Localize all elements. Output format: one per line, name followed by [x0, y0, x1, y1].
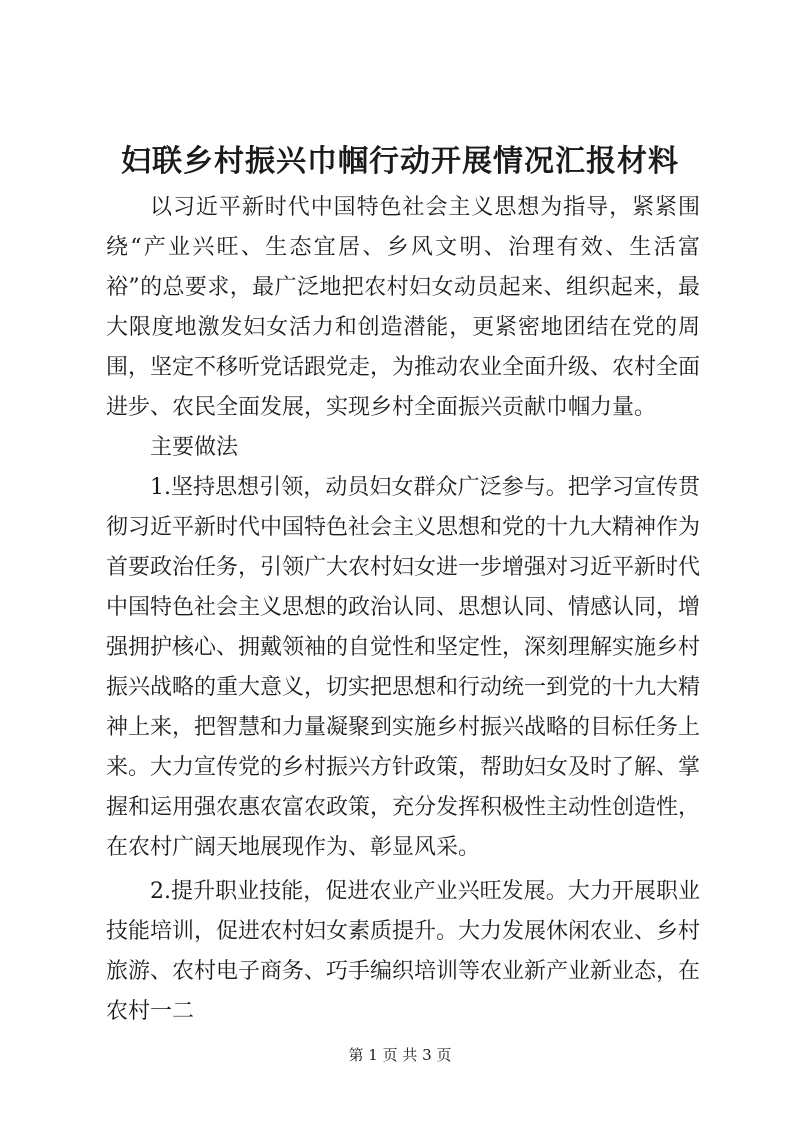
- document-title: 妇联乡村振兴巾帼行动开展情况汇报材料: [121, 144, 679, 179]
- intro-paragraph: 以习近平新时代中国特色社会主义思想为指导，紧紧围绕“产业兴旺、生态宜居、乡风文明、治理有效、生活富裕”的总要求，最广泛地把农村妇女动员起来、组织起来，最大限度地激发妇女活力和创造潜能，更紧密地团结在党的周围，坚定不移听党话跟党走，为推动农业全面升级、农村全面进步、农民全面发展，实现乡村全面振兴贡献巾帼力量。: [106, 195, 701, 420]
- point-2-paragraph: 2.提升职业技能，促进农业产业兴旺发展。大力开展职业技能培训，促进农村妇女素质提升。大力发展休闲农业、乡村旅游、农村电子商务、巧手编织培训等农业新产业新业态，在农村一二: [106, 879, 701, 1024]
- document-body: [106, 188, 700, 1032]
- section-heading: 主要做法: [150, 435, 239, 460]
- page-footer: 第 1 页 共 3 页: [348, 1046, 452, 1064]
- point-1-paragraph: 1.坚持思想引领，动员妇女群众广泛参与。把学习宣传贯彻习近平新时代中国特色社会主义思想和党的十九大精神作为首要政治任务，引领广大农村妇女进一步增强对习近平新时代中国特色社会主义思想的政治认同、思想认同、情感认同，增强拥护核心、拥戴领袖的自觉性和坚定性，深刻理解实施乡村振兴战略的重大意义，切实把思想和行动统一到党的十九大精神上来，把智慧和力量凝聚到实施乡村振兴战略的目标任务上来。大力宣传党的乡村振兴方针政策，帮助妇女及时了解、掌握和运用强农惠农富农政策，充分发挥积极性主动性创造性，在农村广阔天地展现作为、彰显风采。: [106, 475, 701, 860]
